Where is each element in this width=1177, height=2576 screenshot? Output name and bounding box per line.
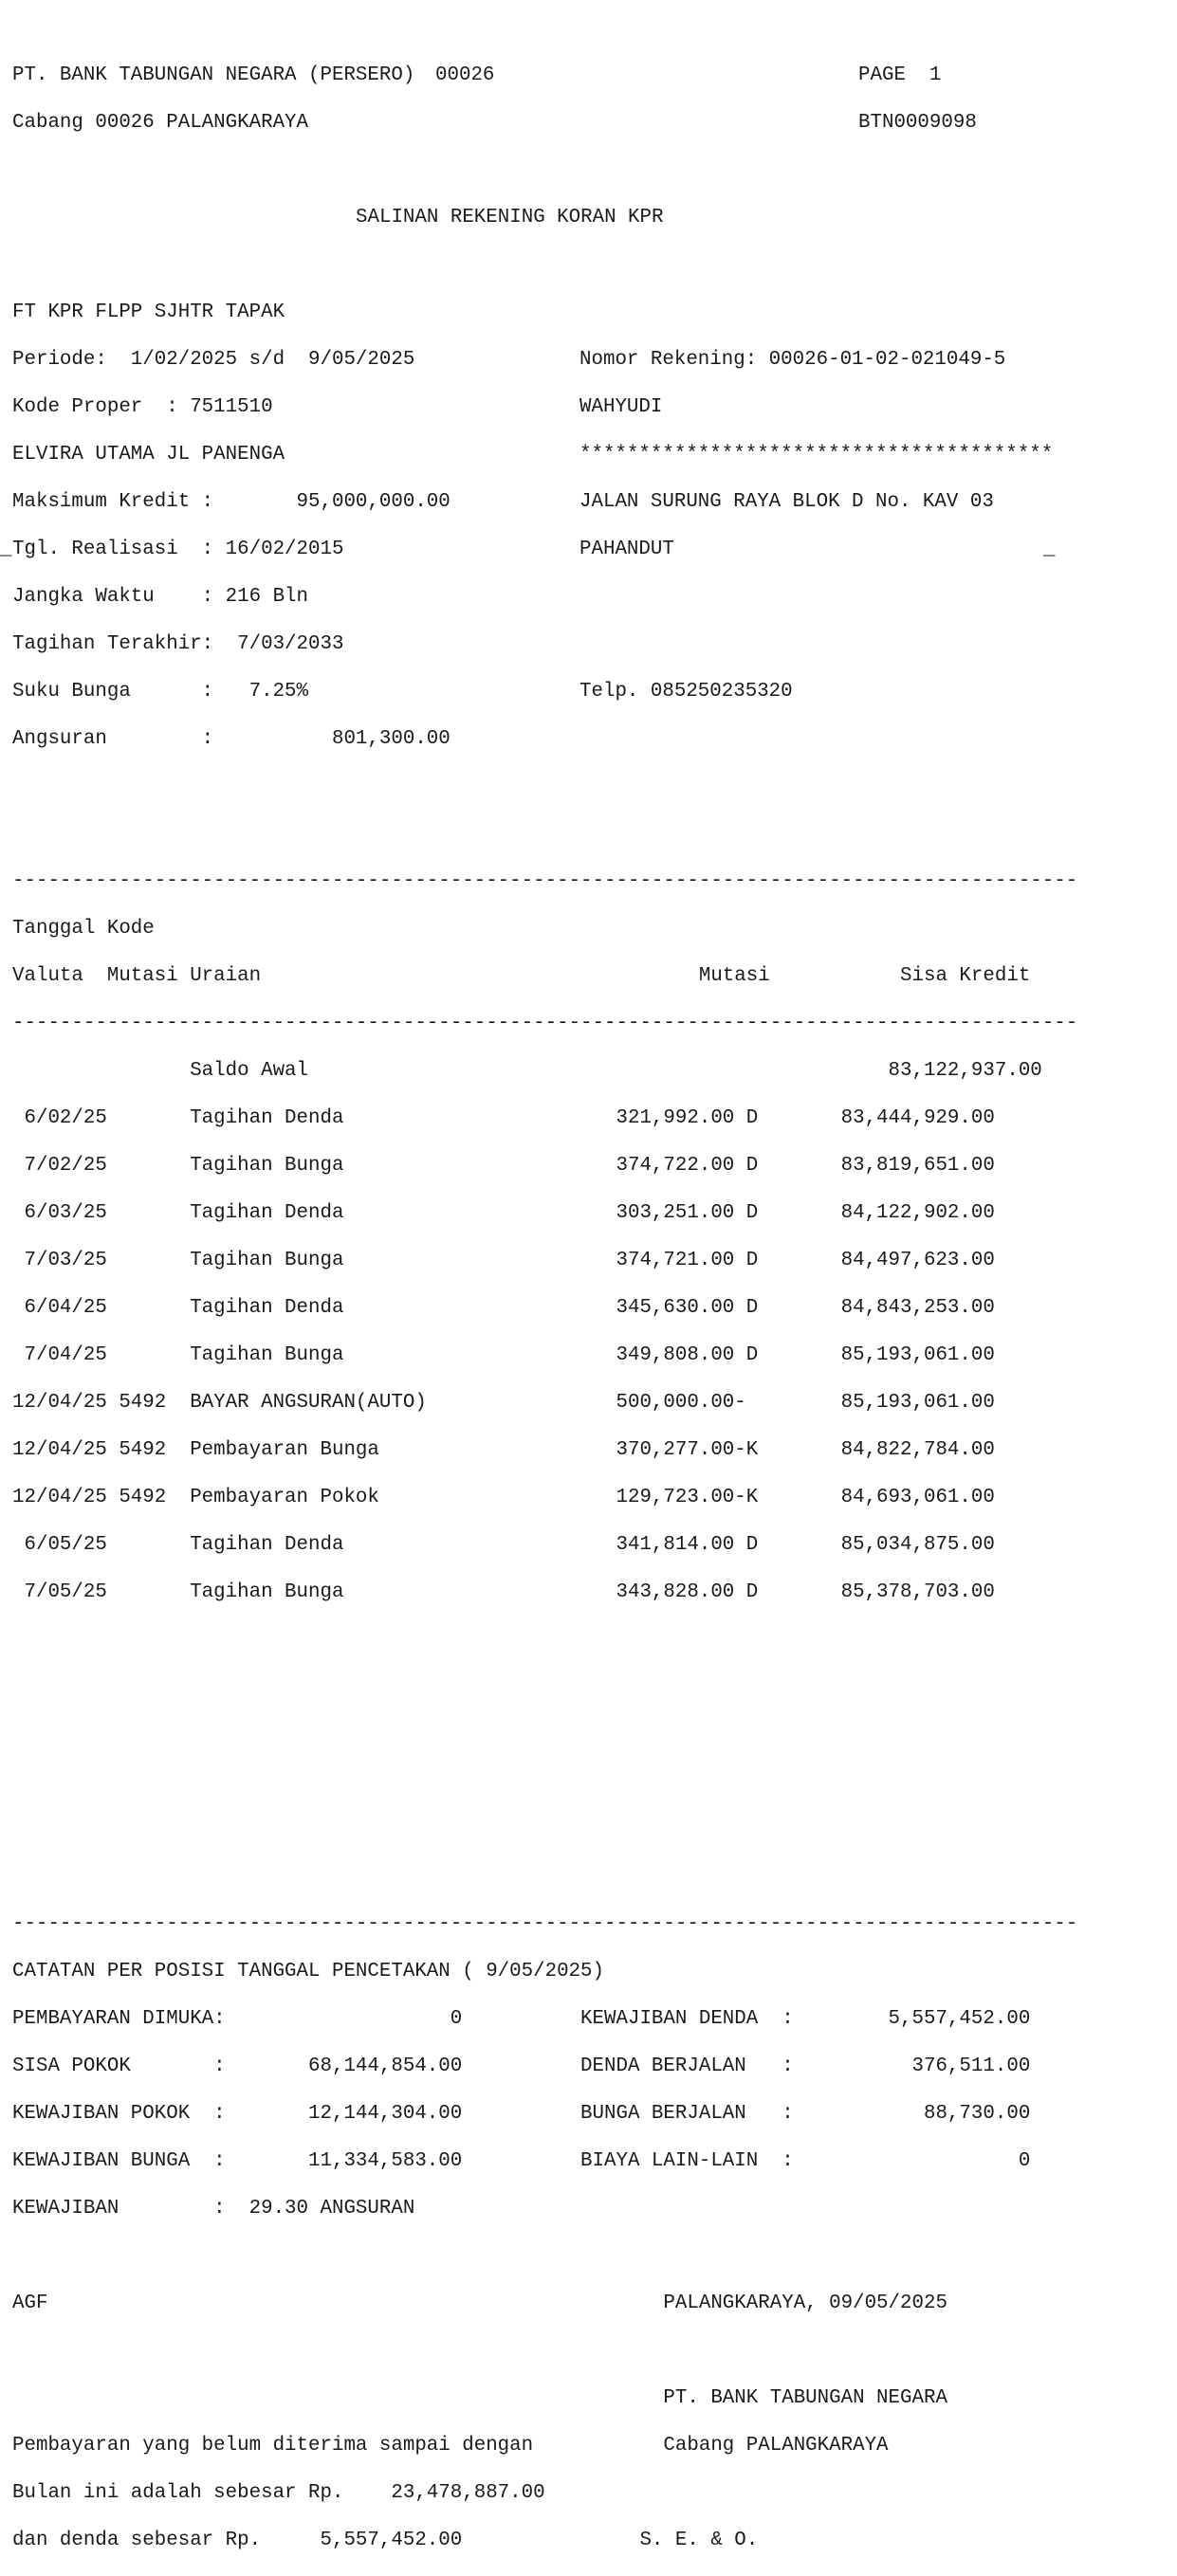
footer-branch-note: Pembayaran yang belum diterima sampai dengan Cabang PALANGKARAYA — [12, 2435, 889, 2457]
installment: Angsuran : 801,300.00 — [12, 728, 451, 750]
realization-date: Tgl. Realisasi : 16/02/2015 — [12, 539, 344, 560]
table-row: 6/03/25 Tagihan Denda 303,251.00 D 84,122,902.00 — [12, 1202, 995, 1224]
summary-line: KEWAJIBAN POKOK : 12,144,304.00 BUNGA BERJALAN : 88,730.00 — [12, 2103, 1031, 2125]
page-number: PAGE 1 — [858, 64, 942, 86]
term: Jangka Waktu : 216 Bln — [12, 586, 309, 608]
product-name: FT KPR FLPP SJHTR TAPAK — [12, 301, 285, 323]
summary-line: KEWAJIBAN : 29.30 ANGSURAN — [12, 2198, 415, 2220]
branch-name: Cabang 00026 PALANGKARAYA — [12, 112, 309, 134]
footer-penalty: dan denda sebesar Rp. 5,557,452.00 S. E. & O. — [12, 2530, 759, 2551]
account-number: Nomor Rekening: 00026-01-02-021049-5 — [579, 349, 1006, 371]
address-line-2: PAHANDUT — [579, 539, 674, 560]
footer-amount: Bulan ini adalah sebesar Rp. 23,478,887.00 — [12, 2482, 545, 2504]
table-row: 6/02/25 Tagihan Denda 321,992.00 D 83,444,929.00 — [12, 1107, 995, 1129]
statement-document — [12, 40, 1077, 2576]
period: Periode: 1/02/2025 s/d 9/05/2025 — [12, 349, 415, 371]
table-header-2: Valuta Mutasi Uraian Mutasi Sisa Kredit — [12, 965, 1031, 987]
branch-code: 00026 — [435, 64, 495, 86]
bank-name: PT. BANK TABUNGAN NEGARA (PERSERO) — [12, 64, 415, 86]
table-header-1: Tanggal Kode — [12, 918, 155, 940]
table-row: 6/05/25 Tagihan Denda 341,814.00 D 85,034,875.00 — [12, 1534, 995, 1556]
header-line-1 — [12, 64, 1077, 87]
summary-line: KEWAJIBAN BUNGA : 11,334,583.00 BIAYA LAIN-LAIN : 0 — [12, 2150, 1031, 2172]
row-marker-left: _ — [0, 539, 12, 560]
summary-line: PEMBAYARAN DIMUKA: 0 KEWAJIBAN DENDA : 5,557,452.00 — [12, 2008, 1031, 2030]
table-rule-top: ------------------------------------------------------------------------------------------ — [12, 870, 1078, 892]
developer-name: ELVIRA UTAMA JL PANENGA — [12, 444, 285, 466]
table-row: 12/04/25 5492 BAYAR ANGSURAN(AUTO) 500,000.00- 85,193,061.00 — [12, 1392, 995, 1414]
table-row: 7/02/25 Tagihan Bunga 374,722.00 D 83,819,651.00 — [12, 1155, 995, 1177]
customer-name: WAHYUDI — [579, 396, 663, 418]
table-rule-bottom: ------------------------------------------------------------------------------------------ — [12, 1913, 1078, 1935]
footer-place-date: AGF PALANGKARAYA, 09/05/2025 — [12, 2293, 947, 2314]
table-row: 7/05/25 Tagihan Bunga 343,828.00 D 85,378,703.00 — [12, 1581, 995, 1603]
footer-bank: PT. BANK TABUNGAN NEGARA — [12, 2387, 947, 2409]
title-line — [12, 206, 1077, 229]
address-line-1: JALAN SURUNG RAYA BLOK D No. KAV 03 — [579, 491, 994, 513]
proper-code: Kode Proper : 7511510 — [12, 396, 273, 418]
phone: Telp. 085250235320 — [579, 681, 793, 703]
table-rule-mid: ------------------------------------------------------------------------------------------ — [12, 1013, 1078, 1034]
table-row: 7/04/25 Tagihan Bunga 349,808.00 D 85,193,061.00 — [12, 1344, 995, 1366]
interest-rate: Suku Bunga : 7.25% — [12, 681, 309, 703]
header-line-2 — [12, 111, 1077, 135]
table-row: 7/03/25 Tagihan Bunga 374,721.00 D 84,497,623.00 — [12, 1250, 995, 1271]
table-row: 12/04/25 5492 Pembayaran Bunga 370,277.00-K 84,822,784.00 — [12, 1439, 995, 1461]
masked-line: **************************************** — [579, 444, 1054, 466]
product-line — [12, 301, 1077, 324]
document-code: BTN0009098 — [858, 112, 977, 134]
table-row: 6/04/25 Tagihan Denda 345,630.00 D 84,843,253.00 — [12, 1297, 995, 1319]
last-bill: Tagihan Terakhir: 7/03/2033 — [12, 633, 344, 655]
table-row: Saldo Awal 83,122,937.00 — [12, 1060, 1042, 1082]
row-marker-right: _ — [1043, 539, 1056, 560]
max-credit: Maksimum Kredit : 95,000,000.00 — [12, 491, 451, 513]
table-row: 12/04/25 5492 Pembayaran Pokok 129,723.00-K 84,693,061.00 — [12, 1487, 995, 1508]
summary-title: CATATAN PER POSISI TANGGAL PENCETAKAN ( 9/05/2025) — [12, 1961, 605, 1982]
summary-line: SISA POKOK : 68,144,854.00 DENDA BERJALAN : 376,511.00 — [12, 2055, 1031, 2077]
document-title: SALINAN REKENING KORAN KPR — [356, 207, 664, 228]
